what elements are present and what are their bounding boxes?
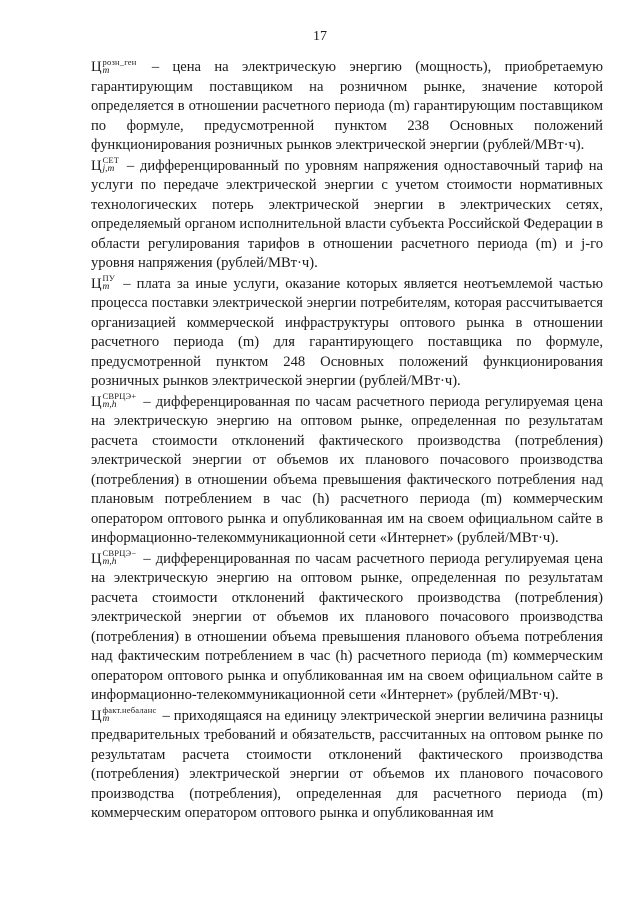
price-symbol: Ц СВРЦЭ+ m,h [91,391,137,411]
price-symbol: Ц ПУ m [91,273,116,293]
symbol-subscript: m,h [102,557,117,568]
price-symbol: Ц СЕТ j,m [91,155,120,175]
definitions-list [91,58,603,825]
symbol-superscript: розн_ген [102,56,137,67]
symbol-superscript: СЕТ [102,155,120,166]
definition-other-services-fee [91,275,603,392]
symbol-subscript: m [102,282,110,293]
definition-text: – дифференцированная по часам расчетного периода регулируемая цена на электрическую энергию на оптовом рынке, определенная по результатам расчета стоимости отклонений фактического производства (потребления) электрической энергии от объемов их планового почасового производства (потребления) в отношении объема превышения планового объема потребления над фактическим потреблением в час (h) расчетного периода (m) коммерческим оператором оптового рынка и опубликованная им на своем официальном сайте в информационно-телекоммуникационной сети «Интернет» (рублей/МВт·ч). [91,550,603,703]
symbol-subscript: j,m [102,164,115,175]
page-number: 17 [313,29,327,44]
definition-svrce-plus [91,393,603,549]
definition-text: – приходящаяся на единицу электрической энергии величина разницы предварительных требований и обязательств, рассчитанных на оптовом рынке по результатам расчета стоимости отклонений фактического производства (потребления) электрической энергии от объемов их планового почасового производства (потребления), определенная для расчетного периода (m) коммерческим оператором оптового рынка и опубликованная им [91,707,603,821]
definition-network-tariff [91,157,603,274]
definition-text: – дифференцированный по уровням напряжения одноставочный тариф на услуги по передаче электрической энергии с учетом стоимости нормативных технологических потерь электрической энергии в электрических сетях, определяемый органом исполнительной власти субъекта Российской Федерации в области регулирования тарифов в отношении расчетного периода (m) и j-го уровня напряжения (рублей/МВт·ч). [91,157,603,271]
symbol-subscript: m,h [102,400,117,411]
definition-text: – цена на электрическую энергию (мощность), приобретаемую гарантирующим поставщиком на розничном рынке, значение которой определяется в отношении расчетного периода (m) гарантирующим поставщиком по формуле, предусмотренной пунктом 238 Основных положений функционирования розничных рынков электрической энергии (рублей/МВт·ч). [91,59,603,153]
symbol-superscript: СВРЦЭ+ [102,391,137,402]
price-symbol: Ц факт.небаланс m [91,705,157,725]
definition-fact-imbalance [91,707,603,824]
symbol-superscript: ПУ [102,273,116,284]
symbol-superscript: факт.небаланс [102,705,157,716]
symbol-subscript: m [102,714,110,725]
price-symbol: Ц СВРЦЭ− m,h [91,548,137,568]
definition-retail-generation-price [91,58,603,156]
definition-svrce-minus [91,550,603,706]
definition-text: – дифференцированная по часам расчетного периода регулируемая цена на электрическую энергию на оптовом рынке, определенная по результатам расчета стоимости отклонений фактического производства (потребления) электрической энергии от объемов их планового почасового производства (потребления) в отношении объема превышения фактического потребления над плановым потреблением в час (h) расчетного периода (m) коммерческим оператором оптового рынка и опубликованная им на своем официальном сайте в информационно-телекоммуникационной сети «Интернет» (рублей/МВт·ч). [91,393,603,546]
symbol-subscript: m [102,65,110,76]
price-symbol: Ц розн_ген m [91,56,137,76]
definition-text: – плата за иные услуги, оказание которых является неотъемлемой частью процесса поставки электрической энергии потребителям, которая рассчитывается организацией коммерческой инфраструктуры оптового рынка в отношении расчетного периода (m) для гарантирующего поставщика по формуле, предусмотренной пунктом 248 Основных положений функционирования розничных рынков электрической энергии (рублей/МВт·ч). [91,275,603,389]
symbol-superscript: СВРЦЭ− [102,548,137,559]
